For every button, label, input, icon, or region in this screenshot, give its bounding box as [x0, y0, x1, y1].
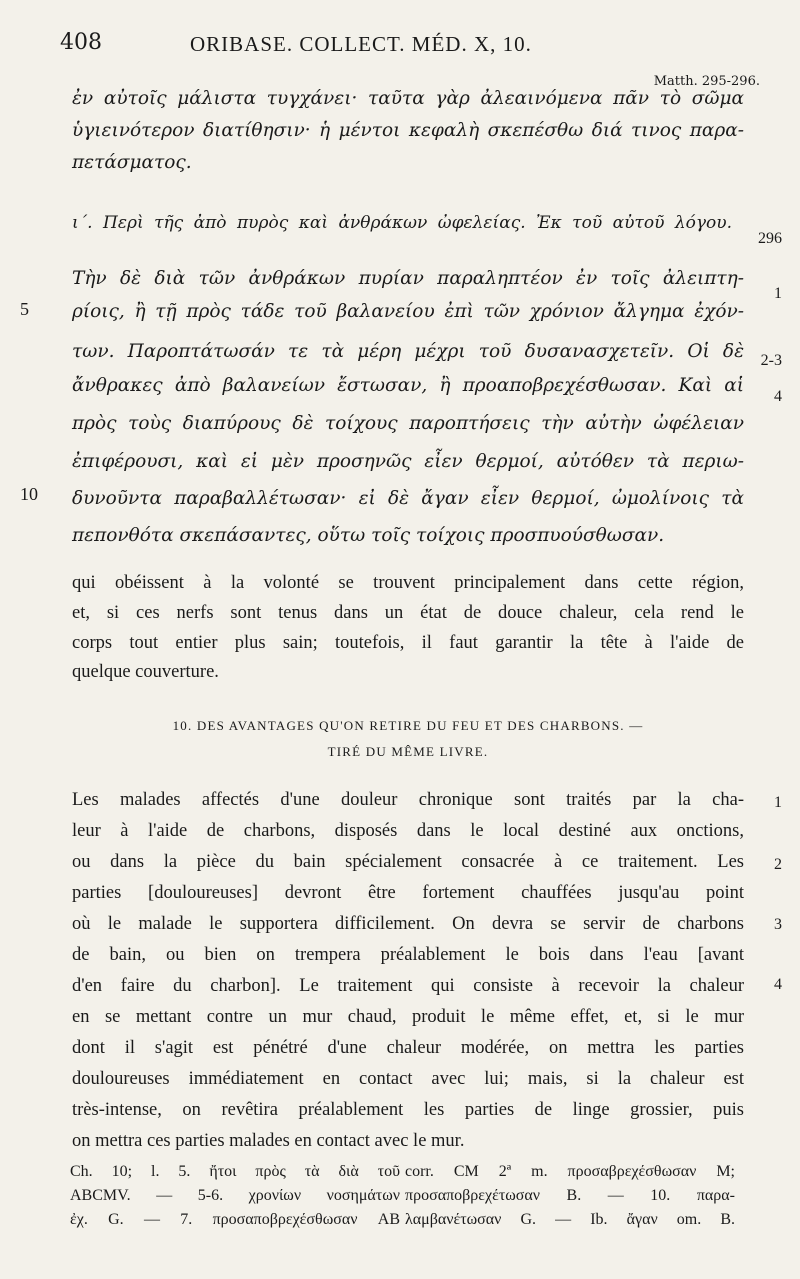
french-body-line: de bain, ou bien on trempera préalablement le bois dans l'eau [avant — [72, 945, 744, 965]
apparatus-line: Ch. 10; l. 5. ἤτοι πρὸς τὰ διὰ τοῦ — [70, 1163, 400, 1180]
greek-body-line: ἐπιφέρουσι, καὶ εἰ μὲν προσηνῶς εἶεν θερμοί, αὐτόθεν τὰ περιω- — [72, 451, 744, 472]
french-section-title: 10. DES AVANTAGES QU'ON RETIRE DU FEU ET DES CHARBONS. — — [172, 718, 644, 733]
french-body-line: dont il s'agit est pénétré d'une chaleur modérée, on mettra les parties — [72, 1038, 744, 1058]
apparatus-line: corr. CM 2ª m. προσαβρεχέσθωσαν M; — [405, 1163, 735, 1180]
french-intro-line: qui obéissent à la volonté se trouvent principalement dans cette région, — [72, 573, 744, 593]
apparatus-right-column — [405, 1160, 735, 1232]
french-body-line: où le malade le supportera difficilement. On devra se servir de charbons — [72, 914, 744, 934]
greek-body-line: των. Παροπτάτωσάν τε τὰ μέρη μέχρι τοῦ δυσανασχετεῖν. Οἱ δὲ — [72, 341, 744, 362]
apparatus-left-column — [70, 1160, 400, 1232]
french-body-line: d'en faire du charbon]. Le traitement qui consiste à recevoir la chaleur — [72, 976, 744, 996]
margin-reference: 3 — [774, 916, 782, 933]
greek-section-title: ι΄. Περὶ τῆς ἀπὸ πυρὸς καὶ ἀνθράκων ὠφελείας. Ἐκ τοῦ αὐτοῦ λόγου. — [72, 213, 732, 233]
french-body-line: très-intense, on revêtira préalablement les parties de linge grossier, puis — [72, 1100, 744, 1120]
greek-body-line: πεπονθότα σκεπάσαντες, οὕτω τοῖς τοίχοις προσπυούσθωσαν. — [72, 525, 665, 546]
page-number: 408 — [60, 30, 102, 55]
greek-body-line: δυνοῦντα παραβαλλέτωσαν· εἰ δὲ ἄγαν εἶεν θερμοί, ὠμολίνοις τὰ — [72, 488, 744, 509]
greek-body-line: ἄνθρακες ἀπὸ βαλανείων ἔστωσαν, ἢ προαποβρεχέσθωσαν. Καὶ αἱ — [72, 375, 744, 396]
french-body-line: on mettra ces parties malades en contact avec le mur. — [72, 1131, 465, 1151]
running-head: ORIBASE. COLLECT. MÉD. X, 10. — [190, 32, 532, 56]
page-header — [60, 30, 760, 89]
margin-reference: 1 — [774, 285, 782, 302]
margin-reference: 1 — [774, 794, 782, 811]
apparatus-line: ἐχ. G. — 7. προσαποβρεχέσθωσαν AB — [70, 1211, 400, 1228]
greek-body-line: Τὴν δὲ διὰ τῶν ἀνθράκων πυρίαν παραληπτέον ἐν τοῖς ἀλειπτη- — [72, 268, 744, 289]
greek-body-line: ρίοις, ἢ τῇ πρὸς τάδε τοῦ βαλανείου ἐπὶ τῶν χρόνιον ἄλγημα ἐχόν- — [72, 301, 744, 322]
apparatus-line: ABCMV. — 5-6. χρονίων νοσημάτων — [70, 1187, 400, 1204]
greek-intro-line: πετάσματος. — [72, 152, 192, 173]
greek-body-line: πρὸς τοὺς διαπύρους δὲ τοίχους παροπτήσεις τὴν αὐτὴν ὠφέλειαν — [72, 413, 744, 434]
greek-intro-line: ὑγιεινότερον διατίθησιν· ἡ μέντοι κεφαλὴ σκεπέσθω διά τινος παρα- — [72, 120, 744, 141]
french-intro-line: quelque couverture. — [72, 662, 219, 682]
apparatus-line: προσαποβρεχέτωσαν B. — 10. παρα- — [405, 1187, 735, 1204]
margin-reference: 296 — [758, 230, 782, 247]
matth-reference: Matth. 295-296. — [653, 74, 760, 89]
french-intro-line: corps tout entier plus sain; toutefois, il faut garantir la tête à l'aide de — [72, 633, 744, 653]
french-section-title-2: TIRÉ DU MÊME LIVRE. — [327, 744, 489, 759]
margin-reference: 4 — [774, 388, 782, 405]
french-intro-line: et, si ces nerfs sont tenus dans un état de douce chaleur, cela rend le — [72, 603, 744, 623]
greek-intro-line: ἐν αὐτοῖς μάλιστα τυγχάνει· ταῦτα γὰρ ἀλεαινόμενα πᾶν τὸ σῶμα — [72, 88, 744, 109]
french-body-line: ou dans la pièce du bain spécialement consacrée à ce traitement. Les — [72, 852, 744, 872]
french-body-line: douloureuses immédiatement en contact avec lui; mais, si la chaleur est — [72, 1069, 744, 1089]
margin-reference: 2-3 — [760, 352, 782, 369]
line-number: 10 — [20, 484, 38, 504]
line-number: 5 — [20, 299, 29, 319]
french-body-line: en se mettant contre un mur chaud, produit le même effet, et, si le mur — [72, 1007, 744, 1027]
critical-apparatus — [60, 1160, 750, 1250]
apparatus-line: λαμβανέτωσαν G. — Ib. ἄγαν om. B. — [405, 1211, 735, 1228]
margin-reference: 2 — [774, 856, 782, 873]
french-body-line: leur à l'aide de charbons, disposés dans le local destiné aux onctions, — [72, 821, 744, 841]
french-body-line: Les malades affectés d'une douleur chronique sont traités par la cha- — [72, 790, 744, 810]
margin-reference: 4 — [774, 976, 782, 993]
french-body-line: parties [douloureuses] devront être fortement chauffées jusqu'au point — [72, 883, 744, 903]
